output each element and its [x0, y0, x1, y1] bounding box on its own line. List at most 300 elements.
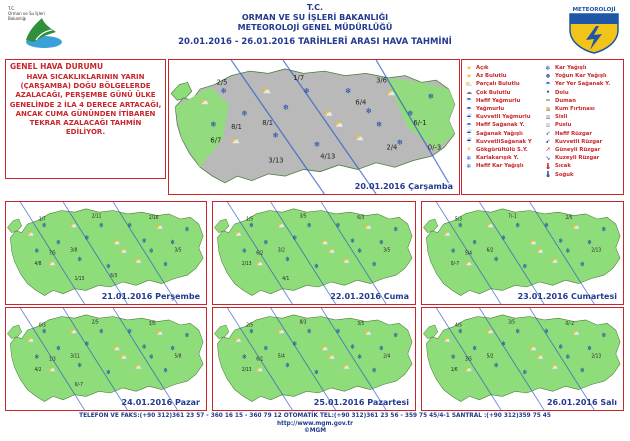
legend-label: Kuvvetli Yağmurlu [476, 114, 531, 121]
snow-icon: ❄ [292, 234, 298, 243]
sun-cloud-icon: ⛅ [443, 230, 451, 239]
snow-icon: ❄ [601, 332, 607, 340]
strong-wind-icon: ➹ [545, 138, 551, 146]
legend-column-1 [465, 64, 545, 170]
sun-cloud-icon: ⛅ [465, 80, 473, 88]
snow-icon: ❄ [378, 345, 384, 353]
temperature-label: 5/8 [174, 354, 182, 360]
temperature-label: 3/5 [357, 321, 365, 328]
snow-icon: ❄ [522, 368, 528, 377]
temperature-label: 2/5 [91, 320, 99, 326]
snow-icon: ❄ [565, 353, 571, 362]
legend-label: Karlakarışık Y. [476, 155, 519, 162]
snow-icon: ❄ [314, 139, 321, 150]
legend-label: Hafif Sağanak Y. [476, 122, 525, 129]
heavy-shower-icon: ☔ [466, 138, 472, 146]
sun-cloud-icon: ⛅ [256, 366, 264, 374]
sun-cloud-icon: ⛅ [529, 345, 537, 353]
south-wind-icon: ➚ [545, 146, 551, 154]
map-panel-day-6 [212, 307, 416, 411]
snow-icon: ❄ [34, 353, 40, 362]
snow-icon: ❄ [450, 247, 456, 256]
sun-cloud-icon: ⛅ [572, 223, 580, 232]
snow-icon: ❄ [263, 345, 269, 353]
snow-icon: ❄ [396, 137, 403, 147]
snow-icon: ❄ [350, 343, 355, 351]
snow-icon: ❄ [365, 106, 372, 116]
snow-icon: ❄ [371, 261, 377, 269]
sun-cloud-icon: ⛅ [48, 366, 56, 374]
legend-label: Az Bulutlu [476, 73, 507, 80]
turkey-map [422, 308, 623, 410]
temperature-label: 2/16 [148, 215, 159, 222]
temperature-label: 1/5 [246, 217, 254, 223]
snow-icon: ❄ [350, 237, 355, 245]
temperature-label: 1/13 [74, 276, 85, 283]
map-date-label: 20.01.2016 Çarşamba [354, 182, 453, 191]
legend-item [465, 130, 545, 138]
temperature-label: 4/8 [34, 261, 42, 268]
temperature-label: 0/-3 [427, 143, 442, 152]
temperature-label: 3/5 [383, 248, 391, 254]
temperature-label: 5/2 [486, 354, 494, 360]
sun-cloud-icon: ⛅ [334, 119, 344, 130]
snow-icon: ❄ [241, 353, 247, 362]
snow-icon: ❄ [601, 226, 607, 234]
turkey-map [213, 202, 415, 304]
sun-cloud-icon: ⛅ [465, 260, 473, 268]
general-weather-box [5, 59, 166, 179]
sun-cloud-icon: ⛅ [70, 328, 78, 336]
cold-icon: 🌡 [544, 171, 552, 179]
legend-item [544, 130, 624, 138]
legend-item [544, 170, 624, 178]
snow-icon: ❄ [450, 353, 456, 362]
snow-icon: ❄ [220, 86, 227, 96]
sun-cloud-icon: ⛅ [277, 222, 286, 230]
legend-label: Puslu [555, 122, 572, 129]
temperature-label: 8/3 [299, 320, 307, 326]
snow-icon: ❄ [163, 367, 168, 375]
legend-item [465, 72, 545, 80]
legend-label: Soğuk [555, 171, 574, 178]
turkey-map [6, 308, 206, 410]
snow-icon: ❄ [457, 222, 463, 230]
snow-icon: ❄ [376, 119, 383, 130]
temperature-label: 3/11 [70, 354, 80, 360]
snow-icon: ❄ [500, 340, 506, 349]
summary-title: GENEL HAVA DURUMU [10, 62, 104, 71]
snow-icon: ❄ [41, 222, 47, 230]
legend-label: Yer Yer Sağanak Y. [555, 81, 611, 88]
snow-icon: ❄ [148, 247, 154, 256]
meteoroloji-logo-text: METEOROLOJİ [572, 7, 616, 13]
sun-cloud-icon: ⛅ [134, 257, 142, 266]
legend-item [544, 89, 624, 97]
snow-icon: ❄ [393, 332, 399, 340]
rain-icon: ☂ [466, 105, 472, 113]
legend-label: Çok Bulutlu [476, 89, 511, 96]
sun-cloud-icon: ⛅ [120, 353, 128, 362]
temperature-label: 6/3 [357, 215, 365, 222]
snow-icon: ❄ [515, 328, 521, 336]
snow-icon: ❄ [306, 328, 312, 336]
footer [0, 413, 630, 436]
legend-label: Yağmurlu [476, 106, 505, 113]
legend-item [544, 138, 624, 146]
sun-cloud-icon: ⛅ [27, 230, 35, 239]
website-link[interactable]: http://www.mgm.gov.tr [277, 420, 353, 427]
legend-item [465, 80, 545, 88]
snow-icon: ❄ [544, 222, 549, 230]
north-wind-icon: ➘ [545, 154, 551, 162]
snow-icon: ❄ [127, 222, 133, 230]
temperature-label: 2/13 [591, 354, 602, 360]
temperature-label: 1/3 [48, 357, 56, 363]
legend-box [461, 59, 624, 195]
snow-icon: ❄ [579, 367, 585, 375]
mist-icon: ≡ [545, 121, 551, 129]
sun-cloud-icon: ⛅ [156, 329, 164, 338]
sun-cloud-icon: ⛅ [200, 97, 210, 107]
snow-icon: ❄ [84, 234, 90, 243]
map-date-label: 25.01.2016 Pazartesi [313, 398, 409, 407]
legend-item [465, 146, 545, 154]
title-line-2: ORMAN VE SU İŞLERİ BAKANLIĞI [241, 13, 389, 22]
light-snow-icon: ❄ [466, 162, 472, 170]
legend-label: Duman [555, 97, 577, 104]
ministry-name-small: T.C. Orman ve Su İşleri Bakanlığı [8, 6, 45, 21]
snow-icon: ❄ [427, 91, 434, 102]
summary-body: HAVA SICAKLIKLARININ YARIN (ÇARŞAMBA) DOĞU BÖLGELERDE AZALACAĞI, PERŞEMBE GÜNÜ ÜLKE GENELİNDE 2 İLA 4 DERECE ARTACAĞI, ANCAK CUMA GÜNÜNDEN İTİBAREN TEKRAR AZALACAĞI TAHMİN EDİLİYOR. [9, 73, 162, 137]
snow-icon: ❄ [249, 222, 254, 230]
thunder-icon: ⚡ [466, 146, 472, 154]
sun-cloud-icon: ⛅ [486, 222, 494, 230]
temperature-label: 0/-7 [74, 382, 84, 389]
snow-icon: ❄ [77, 362, 83, 370]
local-shower-icon: ☂ [545, 80, 551, 88]
legend-item [465, 154, 545, 162]
temperature-label: 1/7 [38, 217, 46, 223]
snow-icon: ❄ [127, 328, 133, 336]
temperature-label: 2/13 [241, 261, 252, 268]
snow-icon: ❄ [106, 262, 111, 271]
legend-item [465, 97, 545, 105]
sandstorm-icon: ≋ [545, 105, 551, 113]
forecast-dates: 20.01.2016 - 26.01.2016 TARİHLERİ ARASI HAVA TAHMİNİ [178, 37, 452, 47]
temperature-label: 3/6 [376, 76, 387, 85]
sun-cloud-icon: ⛅ [551, 257, 559, 266]
snow-icon: ❄ [335, 222, 341, 230]
map-panel-day-7 [421, 307, 624, 411]
snow-icon: ❄ [98, 222, 104, 230]
snow-icon: ❄ [457, 328, 463, 336]
sun-cloud-icon: ⛅ [364, 329, 372, 338]
legend-label: Kuzeyli Rüzgar [555, 155, 600, 162]
snow-icon: ❄ [303, 86, 310, 96]
legend-item [544, 97, 624, 105]
temperature-label: 4/2 [34, 367, 42, 374]
map-date-label: 22.01.2016 Cuma [330, 292, 409, 301]
snow-icon: ❄ [493, 256, 499, 264]
temperature-label: 0/-2 [565, 321, 575, 328]
legend-item [544, 146, 624, 154]
temperature-label: 3/2 [277, 248, 285, 254]
snow-icon: ❄ [41, 328, 47, 336]
map-date-label: 26.01.2016 Salı [546, 398, 617, 407]
temperature-label: 5/4 [465, 251, 472, 257]
legend-item [465, 105, 545, 113]
legend-item [465, 64, 545, 72]
legend-item [465, 113, 545, 121]
temperature-label: 3/5 [299, 214, 307, 220]
temperature-label: 2/11 [91, 214, 102, 220]
contact-phones: TELEFON VE FAKS:(+90 312)361 23 57 - 360 16 15 - 360 79 12 OTOMATİK TEL:(+90 312)361 23 56 - 359 75 45/4-1 SANTRAL :(+90 312)359 75 45 [79, 413, 551, 419]
ministry-logo [8, 6, 68, 52]
temperature-label: 6/7 [210, 136, 222, 145]
light-wind-icon: ➶ [545, 130, 551, 138]
sun-cloud-icon: ⛅ [529, 239, 537, 247]
sun-cloud-icon: ⛅ [321, 239, 329, 247]
snow-icon: ❄ [522, 262, 528, 271]
legend-column-2 [544, 64, 624, 179]
snow-icon: ❄ [148, 353, 154, 362]
hot-icon: 🌡 [544, 162, 552, 170]
legend-label: Sağanak Yağışlı [476, 130, 523, 137]
snow-icon: ❄ [184, 226, 190, 234]
temperature-label: 5/4 [277, 354, 285, 360]
sun-cloud-icon: ⛅ [134, 363, 142, 372]
snow-icon: ❄ [163, 261, 168, 269]
temperature-label: 2/4 [383, 354, 391, 360]
snow-icon: ❄ [106, 368, 111, 377]
snow-icon: ❄ [357, 247, 363, 256]
legend-item [544, 105, 624, 113]
temperature-label: 2/5 [246, 323, 254, 329]
sun-icon: ☀ [466, 64, 472, 72]
sun-cloud-icon: ⛅ [551, 363, 559, 372]
legend-label: Kum Fırtınası [555, 106, 595, 113]
snow-icon: ❄ [77, 256, 83, 264]
snow-icon: ❄ [241, 247, 247, 256]
snow-icon: ❄ [184, 332, 190, 340]
temperature-label: 2/5 [216, 78, 228, 87]
snow-icon: ❄ [34, 247, 40, 256]
sun-cloud-icon: ⛅ [342, 257, 351, 266]
snow-icon: ❄ [314, 262, 319, 271]
snow-icon: ❄ [272, 130, 279, 141]
sun-cloud-icon: ⛅ [277, 328, 286, 336]
snow-icon: ❄ [314, 368, 319, 377]
sun-cloud-icon: ⛅ [113, 345, 121, 353]
snow-icon: ❄ [558, 237, 564, 245]
legend-item [465, 138, 545, 146]
snow-icon: ❄ [558, 343, 564, 351]
snow-icon: ❄ [141, 343, 147, 351]
snow-icon: ❄ [56, 345, 61, 353]
fog-icon: ≡ [545, 113, 551, 121]
temperature-label: 8/1 [262, 118, 274, 127]
sun-cloud-icon: ⛅ [536, 353, 545, 362]
sun-cloud-icon: ⛅ [355, 133, 365, 143]
snow-icon: ❄ [544, 328, 549, 336]
sun-cloud-icon: ⛅ [328, 247, 336, 256]
snow-icon: ❄ [306, 222, 312, 230]
sun-cloud-icon: ⛅ [113, 239, 121, 247]
snow-icon: ❄ [407, 108, 414, 118]
snow-icon: ❄ [285, 362, 290, 370]
temperature-label: 7/5 [48, 251, 56, 257]
snow-icon: ❄ [587, 345, 592, 353]
snow-icon: ❄ [282, 102, 289, 113]
legend-item [544, 72, 624, 80]
temperature-label: 6/4 [355, 98, 367, 107]
sun-cloud-icon: ⛅ [48, 260, 56, 268]
temperature-label: 6/2 [486, 248, 494, 254]
snow-icon: ❄ [241, 108, 248, 118]
sun-cloud-icon: ⛅ [386, 88, 396, 98]
legend-label: Hafif Yağmurlu [476, 97, 521, 104]
sun-small-cloud-icon: ☀ [466, 72, 472, 80]
snow-icon: ❄ [249, 328, 254, 336]
snow-icon: ❄ [285, 256, 290, 264]
legend-label: Güneyli Rüzgar [555, 146, 601, 153]
temperature-label: 1/6 [450, 367, 458, 374]
temperature-label: 2/4 [386, 143, 398, 152]
sleet-icon: ❄ [466, 154, 472, 162]
sun-cloud-icon: ⛅ [70, 222, 78, 230]
snow-icon: ❄ [170, 239, 176, 247]
temperature-label: 3/5 [174, 248, 182, 254]
title-line-3: METEOROLOJİ GENEL MÜDÜRLÜĞÜ [237, 23, 393, 32]
snow-icon: ❄ [345, 86, 352, 96]
copyright: ©MGM [303, 428, 327, 434]
legend-label: Hafif Kar Yağışlı [476, 163, 524, 170]
sun-cloud-icon: ⛅ [262, 86, 272, 96]
temperature-label: 6/1 [256, 357, 264, 363]
map-panel-day-5 [5, 307, 207, 411]
light-shower-icon: ☂ [466, 121, 472, 129]
snow-icon: ❄ [170, 345, 176, 353]
sun-cloud-icon: ⛅ [256, 260, 264, 268]
temperature-label: 0/-7 [450, 261, 460, 268]
shower-icon: ☔ [466, 130, 472, 138]
legend-label: Sisli [555, 114, 568, 121]
map-panel-day-2 [5, 201, 207, 305]
temperature-label: 5/3 [455, 217, 462, 223]
sun-cloud-icon: ⛅ [27, 336, 35, 345]
snow-icon: ❄ [472, 345, 478, 353]
snow-icon: ❄ [292, 340, 298, 349]
sun-cloud-icon: ⛅ [231, 136, 241, 146]
temperature-label: 4/5 [455, 323, 462, 329]
snow-icon: ❄ [493, 362, 499, 370]
sun-cloud-icon: ⛅ [443, 336, 451, 345]
turkey-map [169, 60, 459, 194]
temperature-label: 6/3 [110, 273, 118, 279]
turkey-map [6, 202, 206, 304]
map-panel-day-1 [168, 59, 460, 195]
temperature-label: 6/2 [256, 251, 264, 257]
legend-label: Sıcak [555, 163, 571, 170]
snow-icon: ❄ [371, 367, 377, 375]
snow-icon: ❄ [98, 328, 104, 336]
sun-cloud-icon: ⛅ [321, 345, 329, 353]
snow-icon: ❄ [500, 234, 506, 243]
sun-cloud-icon: ⛅ [324, 108, 334, 118]
legend-item [544, 113, 624, 121]
sun-cloud-icon: ⛅ [465, 366, 473, 374]
snow-icon: ❄ [545, 64, 551, 72]
heavy-rain-icon: ☔ [466, 113, 472, 121]
light-rain-icon: ☂ [466, 97, 472, 105]
map-date-label: 23.01.2016 Cumartesi [517, 292, 617, 301]
title-block [160, 3, 470, 47]
snow-icon: ❄ [141, 237, 147, 245]
sun-cloud-icon: ⛅ [234, 230, 242, 239]
temperature-label: 4/13 [320, 152, 336, 161]
snow-icon: ❄ [335, 328, 341, 336]
tree-logo-icon [20, 14, 64, 50]
temperature-label: 2/13 [591, 248, 602, 254]
temperature-label: 3/5 [465, 357, 472, 363]
legend-item [544, 154, 624, 162]
legend-label: Yoğun Kar Yağışlı [555, 73, 607, 80]
legend-label: Kuvvetli Rüzgar [555, 138, 603, 145]
temperature-label: 1/7 [293, 73, 305, 83]
temperature-label: 8/1 [231, 123, 242, 132]
legend-label: Kar Yağışlı [555, 65, 587, 72]
legend-item [544, 64, 624, 72]
legend-item [465, 162, 545, 170]
temperature-label: 3/13 [268, 156, 284, 165]
hail-icon: • [546, 89, 550, 97]
turkey-map [213, 308, 415, 410]
snow-icon: ❄ [56, 239, 61, 247]
sun-cloud-icon: ⛅ [120, 247, 128, 256]
sun-cloud-icon: ⛅ [328, 353, 336, 362]
map-date-label: 21.01.2016 Perşembe [101, 292, 200, 301]
legend-label: Açık [476, 65, 489, 72]
sun-cloud-icon: ⛅ [572, 329, 580, 338]
sun-cloud-icon: ⛅ [536, 247, 545, 256]
meteoroloji-logo [566, 4, 622, 54]
legend-item [544, 121, 624, 129]
legend-item [544, 162, 624, 170]
temperature-label: 0/3 [38, 323, 46, 329]
sun-cloud-icon: ⛅ [234, 336, 242, 345]
legend-label: Dolu [555, 89, 569, 96]
map-panel-day-4 [421, 201, 624, 305]
title-line-1: T.C. [306, 3, 324, 12]
snow-icon: ❄ [210, 119, 217, 130]
legend-item [544, 80, 624, 88]
snow-icon: ❄ [565, 247, 571, 256]
temperature-label: 6/-1 [413, 118, 427, 127]
snow-icon: ❄ [378, 239, 384, 247]
header [0, 0, 630, 52]
legend-label: Parçalı Bulutlu [476, 81, 520, 88]
legend-item [465, 89, 545, 97]
temperature-label: 3/5 [148, 321, 156, 328]
snow-icon: ❄ [393, 226, 399, 234]
sun-cloud-icon: ⛅ [486, 328, 494, 336]
snow-icon: ❄ [587, 239, 592, 247]
temperature-label: 2/13 [241, 367, 252, 374]
sun-cloud-icon: ⛅ [364, 223, 372, 232]
snow-icon: ❄ [84, 340, 90, 349]
heavy-snow-icon: ❅ [545, 72, 551, 80]
